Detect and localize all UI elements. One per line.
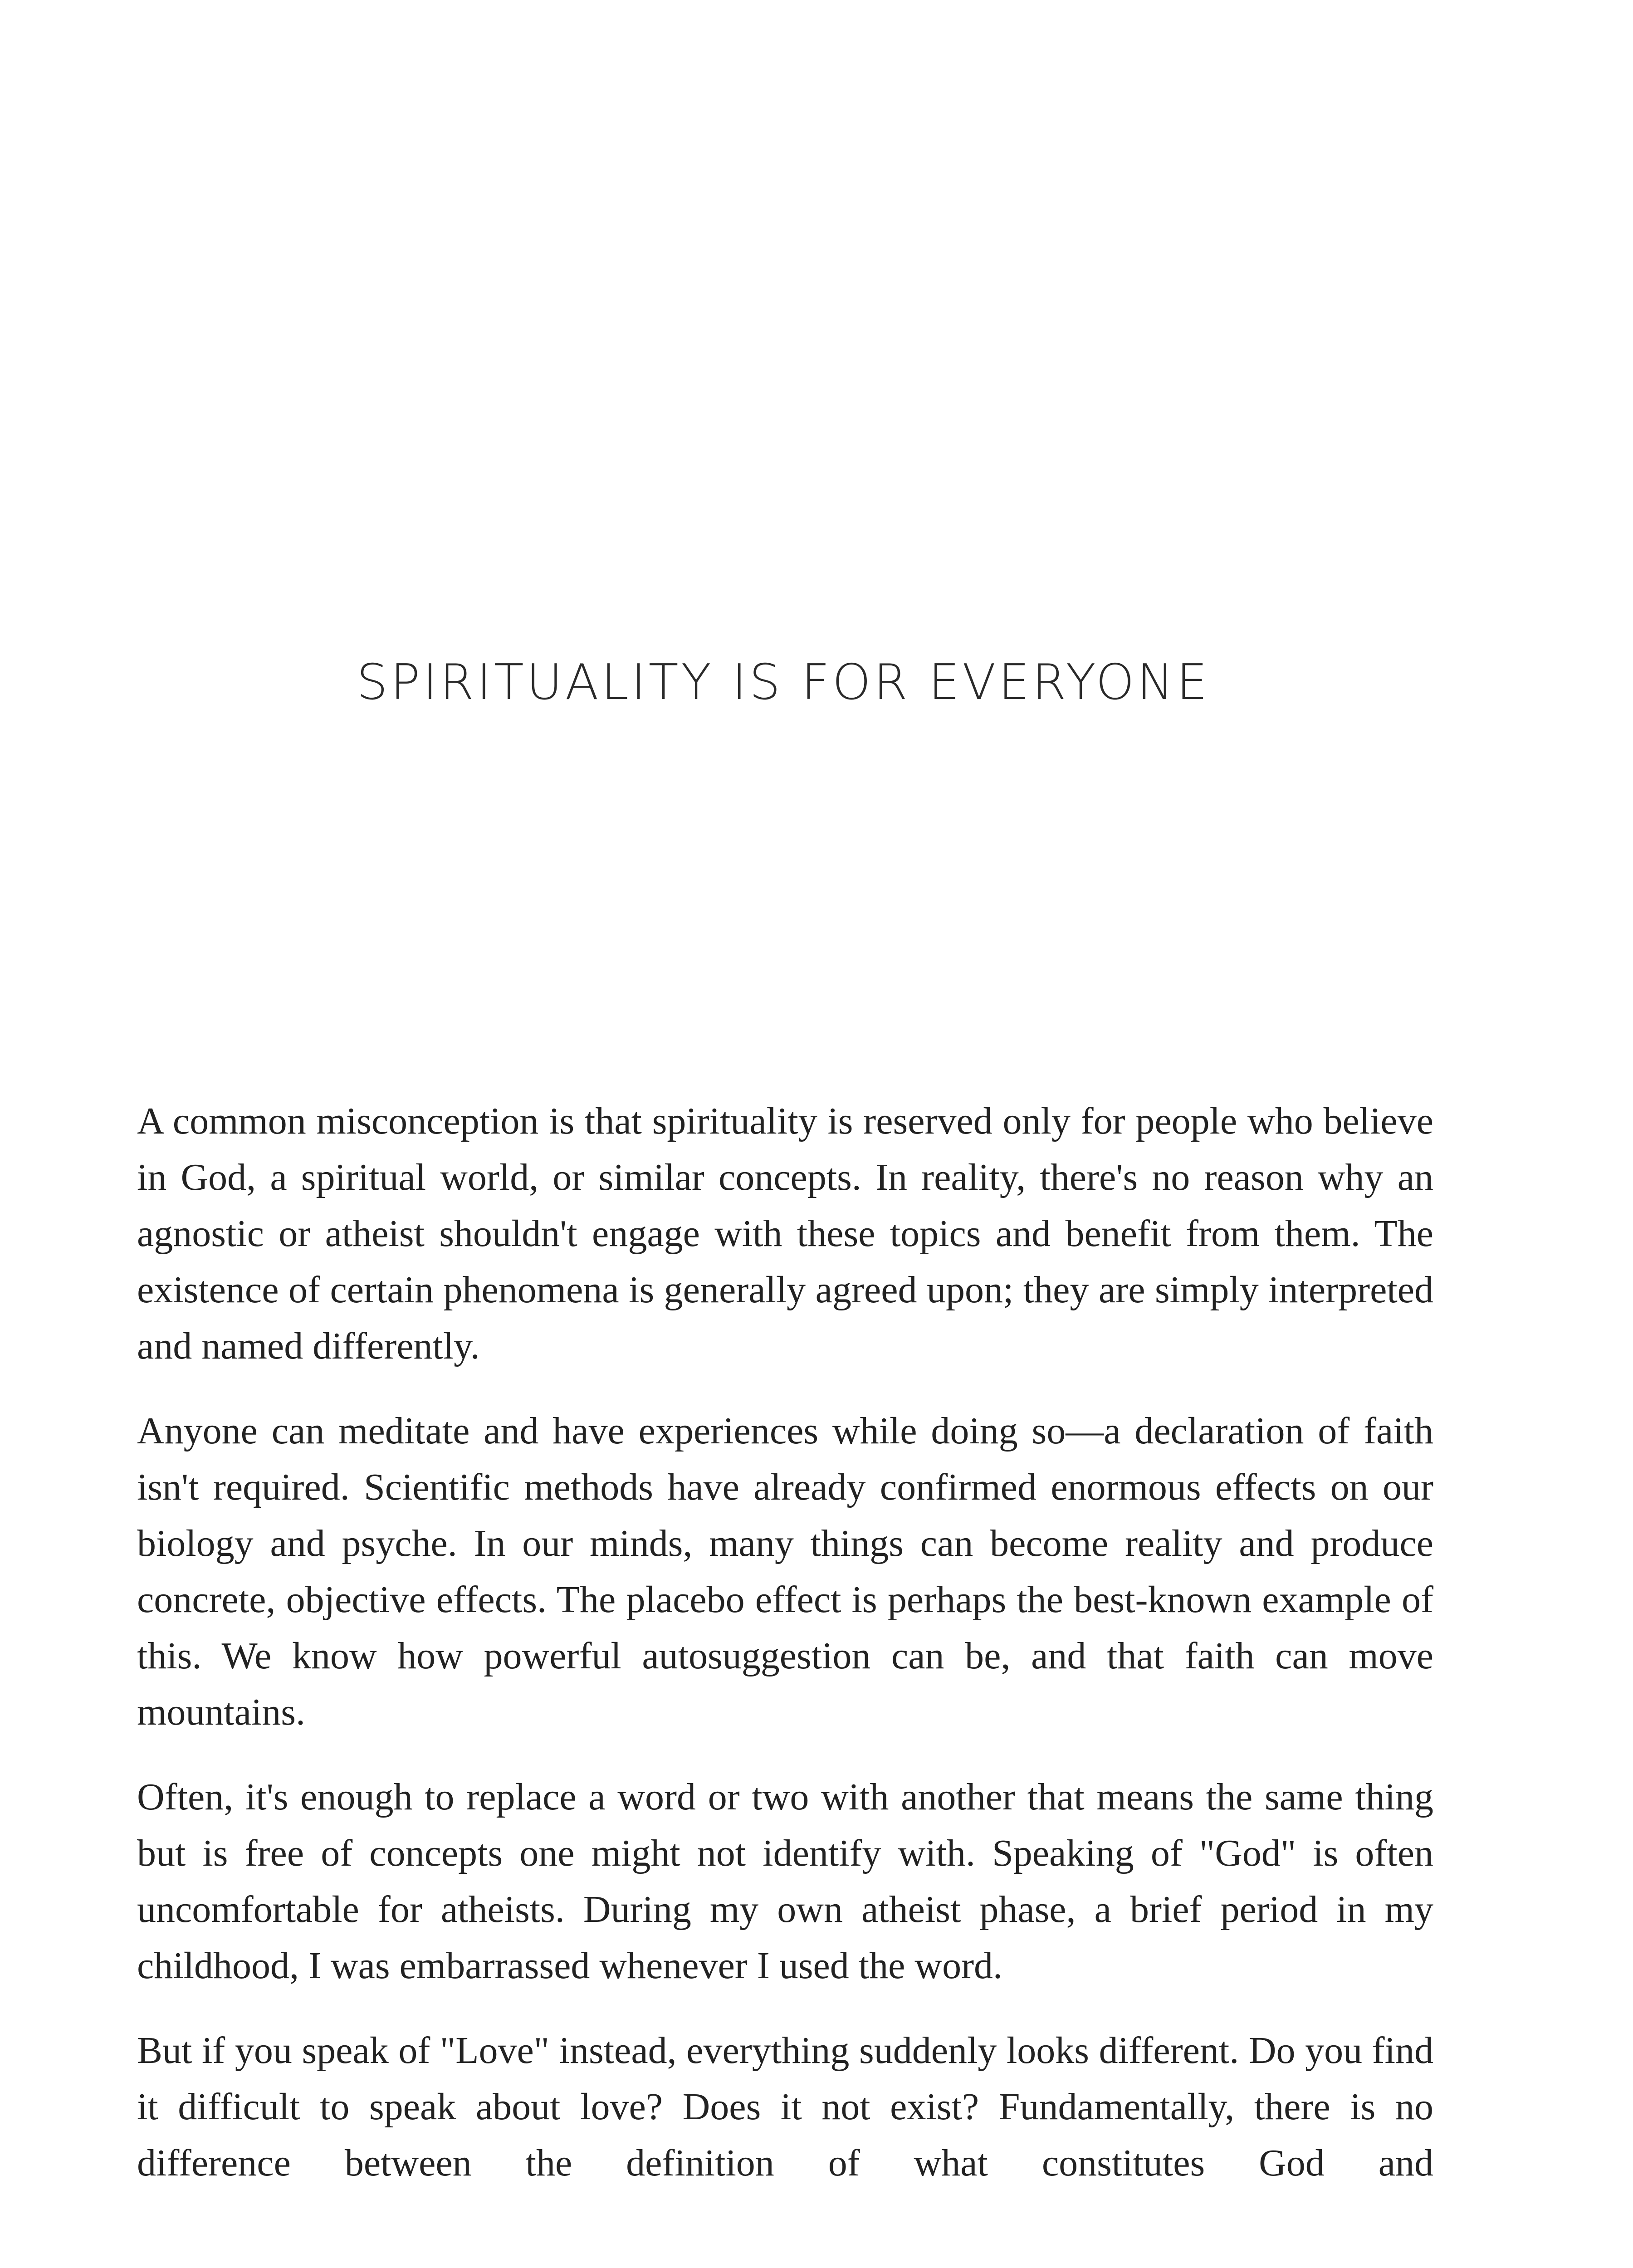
paragraph-3: Often, it's enough to replace a word or two with another that means the same thing but is free of concepts one might not identify with. Speaking of "God" is often uncomfortable for atheists. During my own atheist phase, a brief period in my childhood, I was embarrassed whenever I used the word. [137, 1776, 1433, 1987]
paragraph-2: Anyone can meditate and have experiences while doing so—a declaration of faith isn't required. Scientific methods have already confirmed enormous effects on our biology and psyche. In our minds, many things can become reality and produce concrete, objective effects. The placebo effect is perhaps the best-known example of this. We know how powerful autosuggestion can be, and that faith can move mountains. [137, 1410, 1433, 1733]
paragraph-1: A common misconception is that spirituality is reserved only for people who believe in God, a spiritual world, or similar concepts. In reality, there's no reason why an agnostic or atheist shouldn't engage with these topics and benefit from them. The existence of certain phenomena is generally agreed upon; they are simply interpreted and named differently. [137, 1100, 1433, 1367]
paragraph-4: But if you speak of "Love" instead, everything suddenly looks different. Do you find it difficult to speak about love? Does it not exist? Fundamentally, there is no difference between the definition of what constitutes God and [137, 2029, 1433, 2184]
chapter-title: SPIRITUALITY IS FOR EVERYONE [357, 654, 1210, 711]
body-text [137, 1093, 1433, 2220]
